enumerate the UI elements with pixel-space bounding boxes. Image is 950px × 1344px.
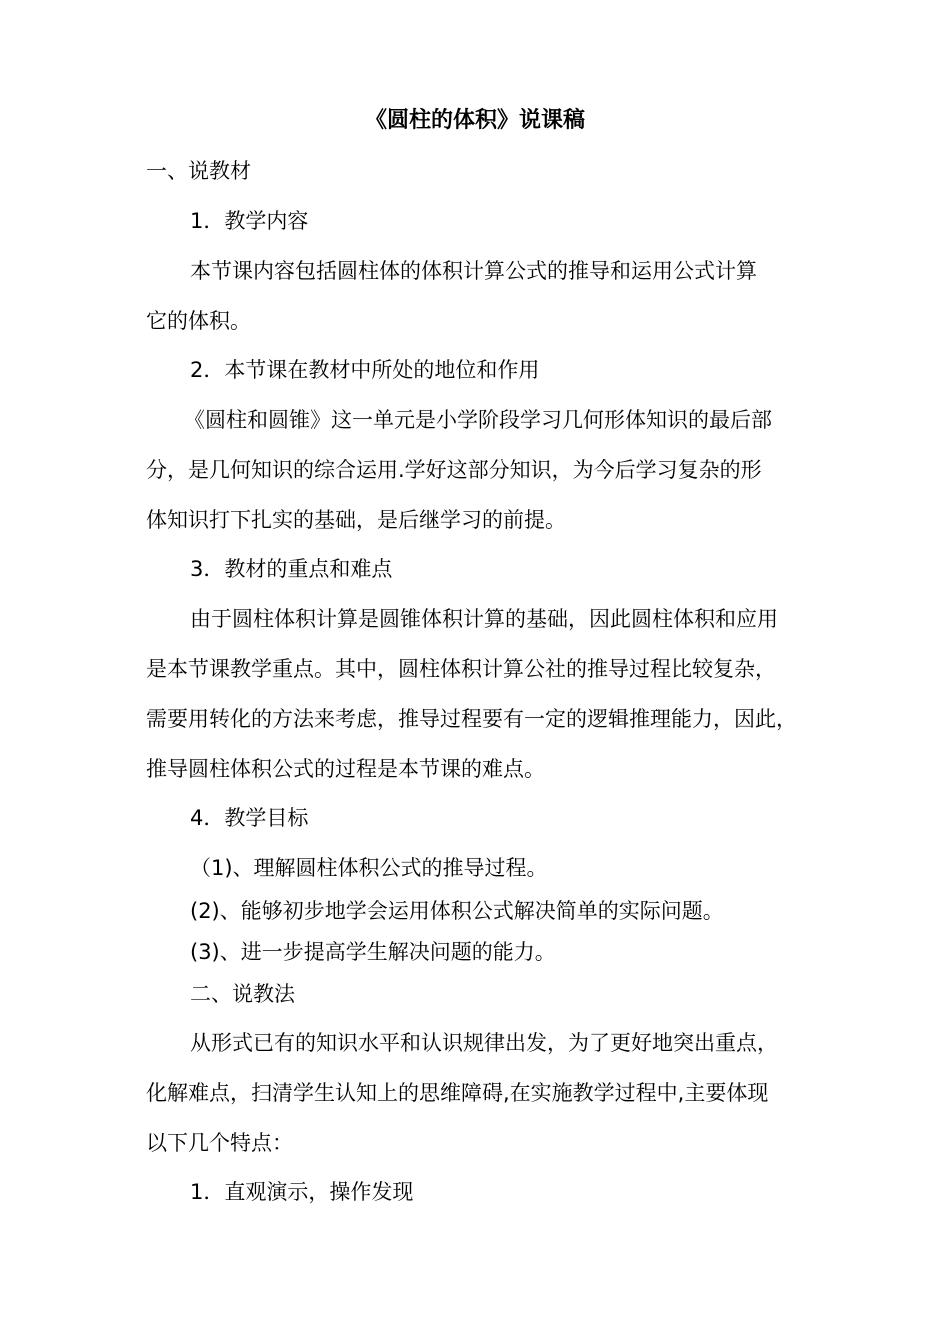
subheading-demonstration: 1．直观演示，操作发现 bbox=[190, 1180, 414, 1204]
paragraph-line: 它的体积。 bbox=[146, 309, 251, 333]
paragraph-line: 是本节课教学重点。其中，圆柱体积计算公社的推导过程比较复杂， bbox=[146, 657, 776, 681]
paragraph-line: 体知识打下扎实的基础，是后继学习的前提。 bbox=[146, 508, 566, 532]
goal-item: (2)、能够初步地学会运用体积公式解决简单的实际问题。 bbox=[190, 899, 724, 923]
paragraph-line: 推导圆柱体积公式的过程是本节课的难点。 bbox=[146, 757, 545, 781]
subheading-teaching-content: 1．教学内容 bbox=[190, 209, 309, 233]
section-heading-teaching-method: 二、说教法 bbox=[190, 982, 295, 1006]
paragraph-line: 本节课内容包括圆柱体的体积计算公式的推导和运用公式计算 bbox=[190, 259, 757, 283]
subheading-key-difficult-points: 3．教材的重点和难点 bbox=[190, 557, 393, 581]
paragraph-line: 《圆柱和圆锥》这一单元是小学阶段学习几何形体知识的最后部 bbox=[184, 408, 772, 432]
subheading-position-role: 2．本节课在教材中所处的地位和作用 bbox=[190, 358, 540, 382]
paragraph-line: 以下几个特点： bbox=[146, 1131, 293, 1155]
paragraph-line: 从形式已有的知识水平和认识规律出发，为了更好地突出重点， bbox=[190, 1031, 778, 1055]
paragraph-line: 化解难点，扫清学生认知上的思维障碍,在实施教学过程中,主要体现 bbox=[146, 1081, 769, 1105]
subheading-teaching-goals: 4．教学目标 bbox=[190, 806, 309, 830]
paragraph-line: 由于圆柱体积计算是圆锥体积计算的基础，因此圆柱体积和应用 bbox=[190, 607, 778, 631]
document-title: 《圆柱的体积》说课稿 bbox=[364, 108, 585, 133]
paragraph-line: 分，是几何知识的综合运用.学好这部分知识，为今后学习复杂的形 bbox=[146, 458, 762, 482]
goal-item: (3)、进一步提高学生解决问题的能力。 bbox=[190, 940, 556, 964]
goal-item: （1)、理解圆柱体积公式的推导过程。 bbox=[190, 856, 548, 880]
paragraph-line: 需要用转化的方法来考虑，推导过程要有一定的逻辑推理能力，因此， bbox=[146, 707, 797, 731]
section-heading-teaching-material: 一、说教材 bbox=[146, 159, 251, 183]
